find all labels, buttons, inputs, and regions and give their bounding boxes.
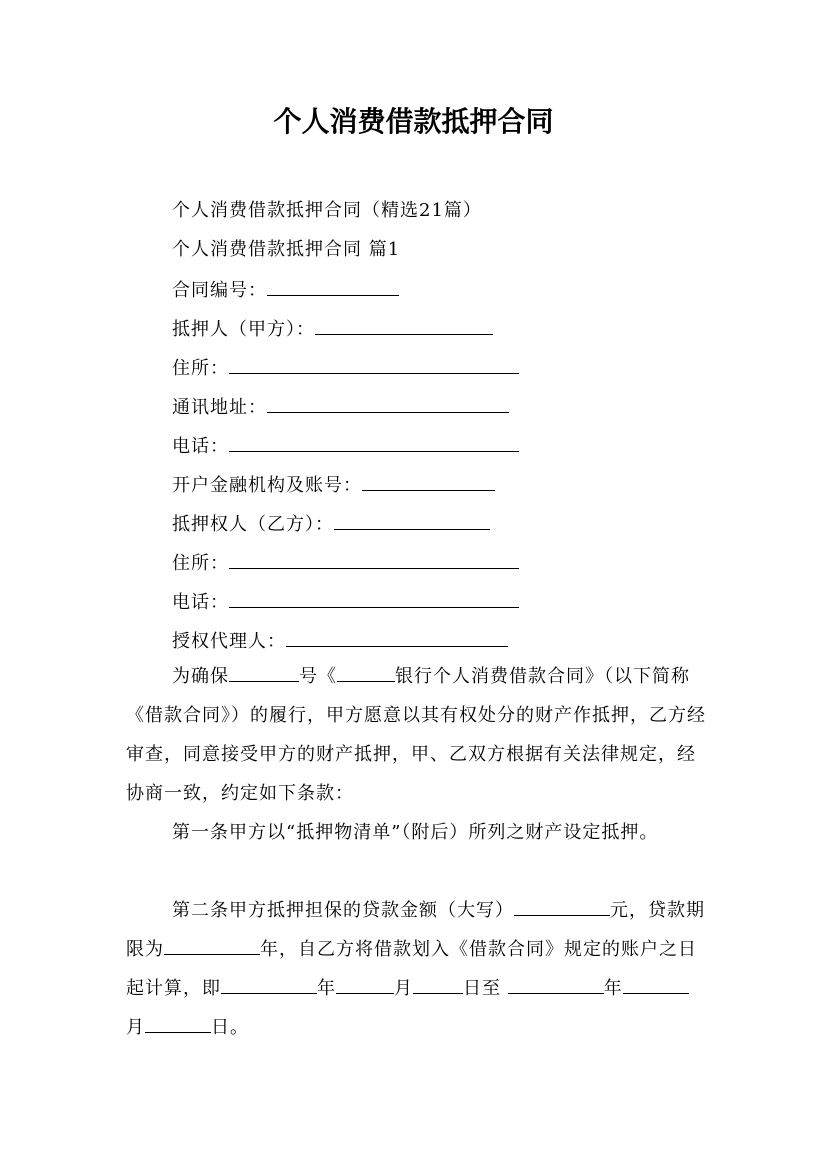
field-address-2	[172, 550, 519, 576]
fill-blank	[229, 589, 519, 608]
field-label: 住所：	[172, 358, 229, 379]
fill-blank	[286, 628, 508, 647]
fill-blank	[413, 975, 463, 994]
fill-blank	[267, 394, 509, 413]
paragraph-article-1: 第一条甲方以“抵押物清单”（附后）所列之财产设定抵押。	[172, 822, 659, 843]
fill-blank	[508, 975, 604, 994]
field-label: 电话：	[172, 592, 229, 613]
field-phone-1	[172, 433, 519, 459]
document-title: 个人消费借款抵押合同	[273, 105, 554, 138]
fill-blank	[229, 550, 519, 569]
fill-blank	[337, 663, 395, 682]
fill-blank	[336, 975, 394, 994]
section-heading: 个人消费借款抵押合同 篇1	[172, 239, 401, 260]
field-label: 住所：	[172, 553, 229, 574]
fill-blank	[623, 975, 689, 994]
fill-blank	[145, 1014, 211, 1033]
field-label: 电话：	[172, 436, 229, 457]
fill-blank	[362, 472, 495, 491]
field-bank-account	[172, 472, 495, 498]
field-agent	[172, 628, 508, 654]
field-contract-no	[172, 277, 399, 303]
fill-blank	[267, 277, 399, 296]
field-mortgagor	[172, 316, 493, 342]
field-label: 合同编号：	[172, 280, 267, 301]
field-phone-2	[172, 589, 519, 615]
field-label: 开户金融机构及账号：	[172, 475, 362, 496]
fill-blank	[334, 511, 490, 530]
field-label: 抵押权人（乙方）：	[172, 514, 334, 535]
fill-blank	[315, 316, 493, 335]
field-label: 授权代理人：	[172, 631, 286, 652]
fill-blank	[229, 663, 299, 682]
fill-blank	[164, 936, 260, 955]
field-mail-address	[172, 394, 509, 420]
fill-blank	[229, 355, 519, 374]
paragraph-article-2: 第二条甲方抵押担保的贷款金额（大写） 元，贷款期限为 年，自乙方将借款划入《借款合同》规定的账户之日起计算，即 年 月 日至 年月 日。	[126, 891, 706, 1047]
document-subtitle: 个人消费借款抵押合同（精选21篇）	[172, 200, 482, 221]
paragraph-purpose: 为确保 号《 银行个人消费借款合同》（以下简称《借款合同》）的履行，甲方愿意以其有权处分的财产作抵押，乙方经审查，同意接受甲方的财产抵押，甲、乙双方根据有关法律规定，经协商一致，约定如下条款：	[126, 657, 706, 813]
field-label: 通讯地址：	[172, 397, 267, 418]
fill-blank	[229, 433, 519, 452]
field-label: 抵押人（甲方）：	[172, 319, 315, 340]
field-address-1	[172, 355, 519, 381]
fill-blank	[514, 897, 610, 916]
field-mortgagee	[172, 511, 490, 537]
fill-blank	[221, 975, 317, 994]
